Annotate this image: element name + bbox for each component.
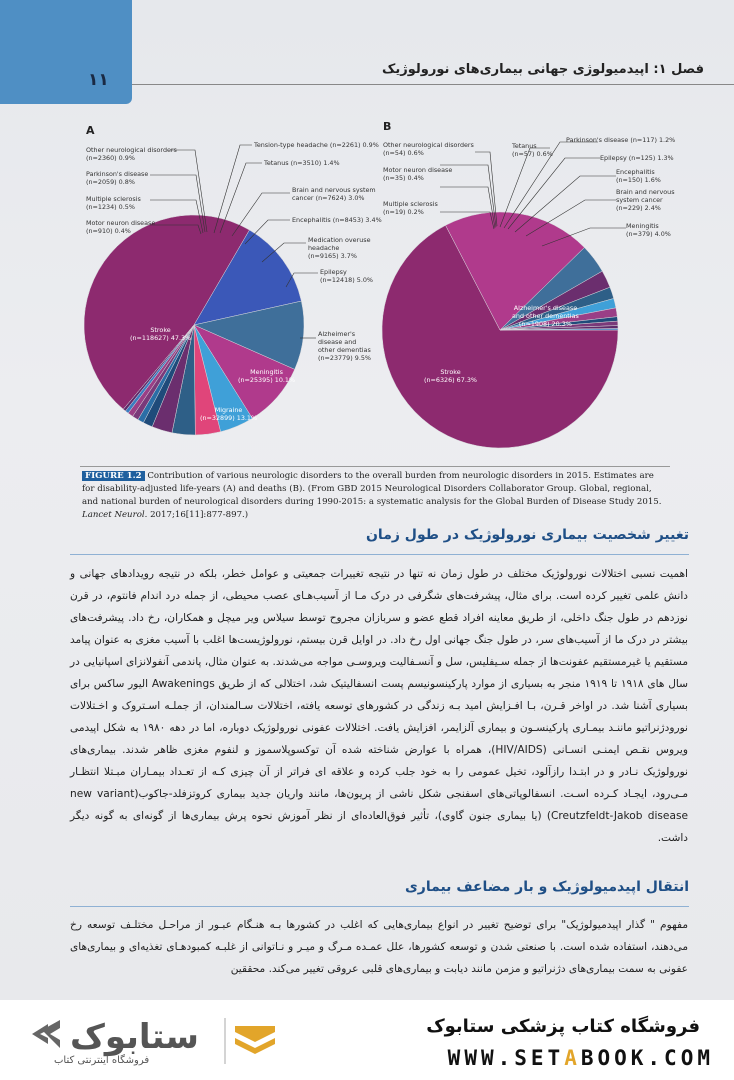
svg-text:ستابوک: ستابوک [70,1017,199,1057]
b-inner-stroke: Stroke (n=6326) 67.3% [424,368,477,384]
shop-url[interactable]: WWW.SETABOOK.COM [447,1046,714,1070]
a-label-epilepsy: Epilepsy (n=12418) 5.0% [320,268,373,284]
logo-subtitle: فروشگاه اینترنتی کتاب [54,1055,150,1066]
a-label-encephalitis: Encephalitis (n=8453) 3.4% [292,216,382,224]
a-label-ms: Multiple sclerosis (n=1234) 0.5% [86,195,141,211]
section-rule-1 [70,554,689,555]
a-label-cns-cancer: Brain and nervous system cancer (n=7624) 3.0% [292,186,376,202]
a-label-moh: Medication overuse headache (n=9165) 3.7% [308,236,371,260]
b-label-encephalitis: Encephalitis (n=150) 1.6% [616,168,661,184]
a-label-other: Other neurological disorders (n=2360) 0.9% [86,146,177,162]
a-inner-stroke: Stroke (n=118627) 47.3% [130,326,192,342]
b-label-ms: Multiple sclerosis (n=19) 0.2% [383,200,438,216]
b-label-tetanus: Tetanus (n=57) 0.6% [512,142,553,158]
b-label-other: Other neurological disorders (n=54) 0.6% [383,141,474,157]
running-title: فصل ۱: اپیدمیولوژی جهانی بیماری‌های نورولوژیک [382,62,704,77]
b-label-mnd: Motor neuron disease (n=35) 0.4% [383,166,453,182]
b-inner-alzheimer: Alzheimer's disease and other dementias (n=1908) 20.3% [512,304,579,328]
section-title-2: انتقال اپیدمیولوژیک و بار مضاعف بیماری [404,879,689,895]
a-label-mnd: Motor neuron disease (n=910) 0.4% [86,219,156,235]
figure-caption: FIGURE 1.2 Contribution of various neurologic disorders to the overall burden from neurologic disorders in 2015. Estimates are for disability-adjusted life-years (A) and deaths (B). (From GBD 2015 Neurological Disorders Collaborator Group. Global, regional, and national burden of neurological disorders during 1990-2015: a systematic analysis for the Global Burden of Disease Study 2015. Lancet Neurol. 2017;16[11]:877-897.) [82,471,662,520]
shop-name: فروشگاه کتاب پزشکی ستابوک [426,1016,700,1037]
section-paragraph-2: مفهوم " گذار اپیدمیولوژیک" برای توضیح تغییر در انواع بیماری‌هایی که اغلب در کشورها بـه هنـگام عبـور از مراحـل مختلـف توسعه رخ می‌دهند، استفاده شده است. با صنعتی شدن و توسعه کشورها، علل عمـده مـرگ و میـر و نـاتوانی از غلبـه کمبودهـای تغذیه‌ای و بیماری‌های عفونی به سمت بیماری‌های دژنراتیو و مزمن مانند دیابت و بیماری‌های قلبی عروقی تغییر می‌کند. محققین [70,919,688,975]
panel-a-label: A [86,124,95,137]
a-inner-meningitis: Meningitis (n=25395) 10.1% [238,368,296,384]
a-label-alzheimer: Alzheimer's disease and other dementias (n=23779) 9.5% [318,330,371,362]
b-label-parkinson: Parkinson's disease (n=117) 1.2% [566,136,676,144]
a-inner-migraine: Migraine (n=32899) 13.1% [200,406,258,422]
panel-b-label: B [383,120,392,133]
a-label-tetanus: Tetanus (n=3510) 1.4% [264,159,340,167]
leader-lines [0,0,734,470]
caption-rule [80,466,670,467]
section-title-1: تغییر شخصیت بیماری نورولوژیک در طول زمان [365,527,689,543]
b-label-epilepsy: Epilepsy (n=125) 1.3% [600,154,674,162]
b-label-meningitis: Meningitis (n=379) 4.0% [626,222,671,238]
page-number: ۱۱ [88,70,109,90]
b-label-cns-cancer: Brain and nervous system cancer (n=229) 2.4% [616,188,675,212]
section-paragraph-1: اهمیت نسبی اختلالات نورولوژیک مختلف در طول زمان نه تنها در نتیجه تغییرات جمعیتی و عوامل خطر، بلکه در نتیجه رویدادهای جهانی و دانش علمی تغییر کرده است. برای مثال، پیشرفت‌های شگرفی در درک مـا از آسیب‌هـای عصب محیطی، از جمله درد اندام فانتوم، در قرن نوزدهم در طول جنگ داخلی، از طریق معاینه افراد قطع عضو و سربازان مجروح توسط سیلاس ویر میچل و همکاران، رخ داد. پیشرفت‌های بیشتر در درک ما از آسیب‌های سر، در طول جنگ جهانی اول رخ داد. در اوایل قرن بیستم، نورولوژیست‌ها اغلب با آسیب مغزی به عنوان پیامد مستقیم یا غیرمستقیم عفونت‌ها از جمله سـیفلیس، سل و آنسـفالیت ویروسـی مواجه می‌شدند. به عنوان مثال، پاندمی آنفولانزای اسپانیایی در سال های ۱۹۱۸ تا ۱۹۱۹ منجر به بسیاری از موارد پارکینسونیسم پست انسفالیتیک شد، اختلالی که از طریق Awakenings الیور ساکس برای بسیاری آشنا شد. در اواخر قـرن، بـا افـزایش امید بـه زندگی در کشورهای توسعه یافته، اختلالات سـالمندان، از جملـه اسـتروک و اخـتلالات نورودژنراتیو ماننـد بیمـاری پارکینسـون و بیماری آلزایمر، افزایش یافت. اختلالات عفونی نورولوژیک دوباره، اما در دهه ۱۹۸۰ به شکل اپیدمی ویروس نقـص ایمنـی انسـانی (HIV/AIDS)، همراه با عوارض شناخته شده آن توکسوپلاسموز و لنفوم مغزی ظاهر شدند. بیماری‌های نورولوژیک نـادر و در ابتـدا رازآلود، تخیل عمومی را به خود جلب کرده و علاقه ای فراتر از آن چیزی کـه از تعـداد بیمـاران مبـتلا انتظـار مـی‌رود، ایجـاد کـرده اسـت. انسفالوپاتی‌های اسفنجی شکل ناشی از پریون‌ها، مانند واریان جدید بیماری کروتزفلد-جاکوب(new variant Creutzfeldt-Jakob disease) (یا بیماری جنون گاوی)، تأثیر فوق‌العاده‌ای از نظر آموزش نحوه پرش بیماری‌ها از گونه‌ای به گونه دیگر داشت. [70,568,689,844]
a-label-parkinson: Parkinson's disease (n=2059) 0.8% [86,170,149,186]
section-rule-2 [70,906,689,907]
a-label-tension: Tension-type headache (n=2261) 0.9% [254,141,379,149]
figure-label: FIGURE 1.2 [82,471,145,481]
